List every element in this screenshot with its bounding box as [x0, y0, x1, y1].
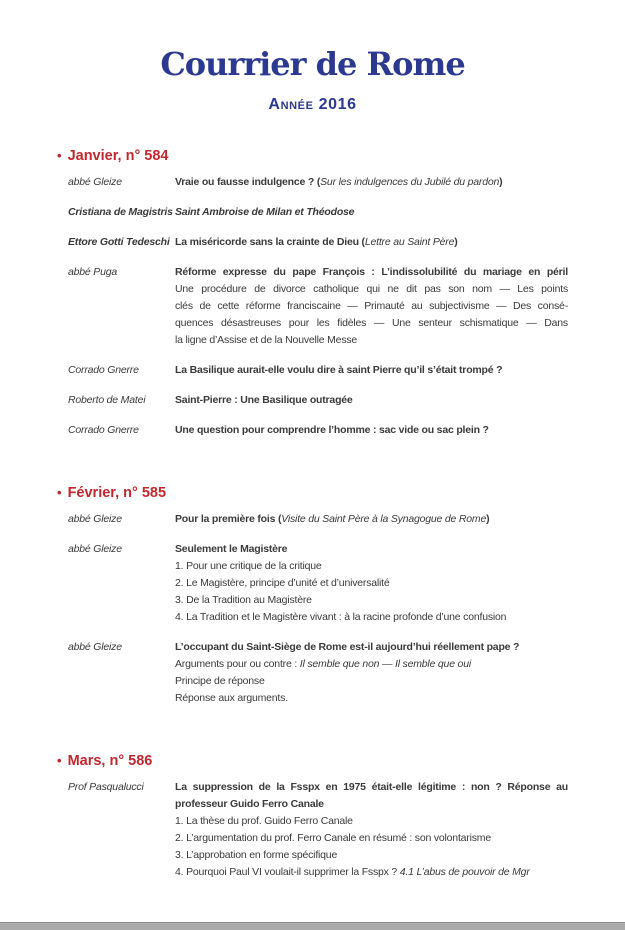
toc-entry [0, 362, 625, 379]
entry-title-block [175, 204, 568, 221]
text-run: professeur Guido Ferro Canale [175, 798, 324, 810]
text-run: Réforme expresse du pape François : L’indissolubilité du mariage en péril [175, 266, 568, 278]
entry-line [175, 796, 568, 813]
text-run: quences désastreuses pour les fidèles — Une senteur schismatique — Dans [175, 317, 568, 329]
entry-title-block [175, 362, 568, 379]
entry-line [175, 830, 568, 847]
text-run: 4. La Tradition et le Magistère vivant : à la racine profonde d’une confusion [175, 611, 507, 623]
text-run: Saint-Pierre : Une Basilique outragée [175, 394, 353, 406]
entry-line [175, 656, 568, 673]
text-run: Arguments pour ou contre : [175, 658, 300, 670]
toc-entry [0, 174, 625, 191]
entry-title-block [175, 639, 568, 707]
text-run: Pour la première fois ( [175, 513, 282, 525]
document-page [0, 44, 625, 881]
entry-line [175, 281, 568, 298]
bullet-icon: • [57, 753, 62, 768]
section-heading-label: Février, n° 585 [67, 485, 167, 501]
entry-title-block [175, 392, 568, 409]
entry-line [175, 558, 568, 575]
text-run: Une procédure de divorce catholique qui ne dit pas son nom — Les points [175, 283, 568, 295]
text-run: 3. De la Tradition au Magistère [175, 594, 312, 606]
bullet-icon: • [57, 148, 62, 163]
entry-line [175, 264, 568, 281]
entry-title-block [175, 234, 568, 251]
entry-line [175, 541, 568, 558]
text-run: Réponse aux arguments. [175, 692, 288, 704]
entry-title-block [175, 174, 568, 191]
entry-line [175, 864, 568, 881]
text-run: 3. L’approbation en forme spécifique [175, 849, 338, 861]
text-run: Lettre au Saint Père [364, 236, 455, 248]
section-heading [0, 751, 625, 771]
toc-entry [0, 541, 625, 626]
viewer-bottom-edge [0, 922, 625, 930]
toc-entry [0, 422, 625, 439]
text-run: 4.1 L’abus de pouvoir de Mgr [399, 866, 530, 878]
toc-entry [0, 204, 625, 221]
toc-section [0, 751, 625, 881]
entry-author: abbé Gleize [68, 176, 122, 188]
toc-entry [0, 779, 625, 881]
text-run: ) [499, 176, 503, 188]
section-heading-label: Mars, n° 586 [67, 753, 153, 769]
text-run: Vraie ou fausse indulgence ? ( [175, 176, 321, 188]
entry-author: Corrado Gnerre [68, 364, 139, 376]
toc-section [0, 146, 625, 439]
toc-entry [0, 639, 625, 707]
entry-title-block [175, 541, 568, 626]
toc-section [0, 483, 625, 707]
entry-line [175, 392, 568, 409]
document-title: Courrier de Rome [160, 45, 465, 83]
entry-line [175, 511, 568, 528]
entry-author: abbé Gleize [68, 641, 122, 653]
entry-line [175, 575, 568, 592]
text-run: Seulement le Magistère [175, 543, 288, 555]
text-run: La Basilique aurait-elle voulu dire à saint Pierre qu’il s’était trompé ? [175, 364, 503, 376]
text-run: Principe de réponse [175, 675, 265, 687]
bullet-icon: • [57, 485, 62, 500]
toc-sections [0, 146, 625, 881]
text-run: Sur les indulgences du Jubilé du pardon [320, 176, 500, 188]
entry-line [175, 332, 568, 349]
entry-author: Roberto de Matei [68, 394, 146, 406]
entry-title-block [175, 264, 568, 349]
entry-line [175, 690, 568, 707]
entry-line [175, 609, 568, 626]
entry-author: Prof Pasqualucci [68, 781, 144, 793]
entry-author: abbé Gleize [68, 513, 122, 525]
section-heading-label: Janvier, n° 584 [67, 148, 169, 164]
text-run: Saint Ambroise de Milan et Théodose [175, 206, 355, 218]
toc-entry [0, 392, 625, 409]
entry-line [175, 673, 568, 690]
text-run: 2. L’argumentation du prof. Ferro Canale en résumé : son volontarisme [175, 832, 491, 844]
text-run: ) [486, 513, 490, 525]
entry-line [175, 174, 568, 191]
entry-line [175, 847, 568, 864]
text-run: 2. Le Magistère, principe d’unité et d’universalité [175, 577, 390, 589]
entry-author: Corrado Gnerre [68, 424, 139, 436]
entry-author: abbé Puga [68, 266, 117, 278]
entry-author: abbé Gleize [68, 543, 122, 555]
text-run: Il semble que non — Il semble que oui [299, 658, 471, 670]
entry-line [175, 813, 568, 830]
entry-title-block [175, 779, 568, 881]
document-subtitle: Année 2016 [268, 96, 357, 113]
section-heading [0, 146, 625, 166]
entry-line [175, 639, 568, 656]
text-run: 1. Pour une critique de la critique [175, 560, 322, 572]
entry-line [175, 362, 568, 379]
section-heading [0, 483, 625, 503]
text-run: ) [454, 236, 458, 248]
text-run: L’occupant du Saint-Siège de Rome est-il aujourd’hui réellement pape ? [175, 641, 520, 653]
entry-author: Ettore Gotti Tedeschi [68, 236, 170, 248]
toc-entry [0, 511, 625, 528]
text-run: Une question pour comprendre l’homme : sac vide ou sac plein ? [175, 424, 489, 436]
toc-entry [0, 234, 625, 251]
text-run: 4. Pourquoi Paul VI voulait-il supprimer la Fsspx ? [175, 866, 400, 878]
entry-title-block [175, 422, 568, 439]
text-run: 1. La thèse du prof. Guido Ferro Canale [175, 815, 353, 827]
entry-title-block [175, 511, 568, 528]
entry-line [175, 779, 568, 796]
text-run: la ligne d’Assise et de la Nouvelle Messe [175, 334, 358, 346]
toc-entry [0, 264, 625, 349]
text-run: La miséricorde sans la crainte de Dieu ( [175, 236, 365, 248]
entry-line [175, 234, 568, 251]
entry-line [175, 592, 568, 609]
entry-line [175, 315, 568, 332]
entry-line [175, 298, 568, 315]
text-run: clés de cette réforme franciscaine — Primauté au subjectivisme — Des consé- [175, 300, 568, 312]
entry-line [175, 422, 568, 439]
entry-line [175, 204, 568, 221]
text-run: La suppression de la Fsspx en 1975 était-elle légitime : non ? Réponse au [175, 781, 568, 793]
text-run: Visite du Saint Père à la Synagogue de Rome [281, 513, 487, 525]
entry-author: Cristiana de Magistris [68, 206, 173, 218]
